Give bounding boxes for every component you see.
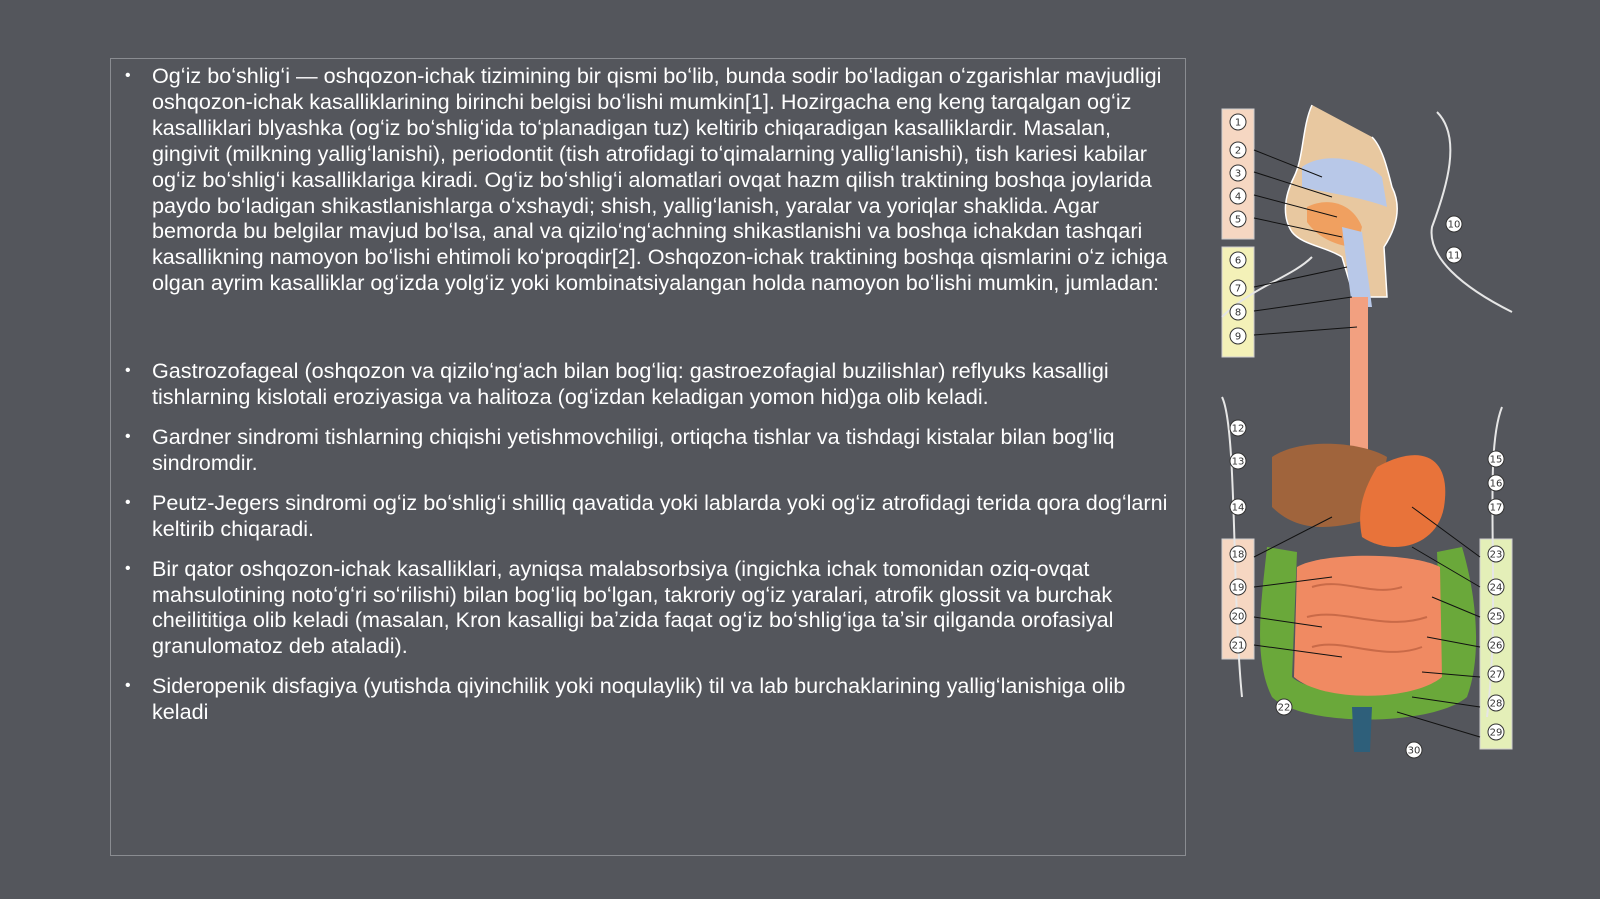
diagram-label: 18 — [1231, 549, 1245, 561]
paragraph-gerd: Gastrozofageal (oshqozon va qiziloʻngʻach bilan bogʻliq: gastroezofagial buzilishlar) reflyuks kasalligi tishlarning kislotali eroziyasiga va halitoza (ogʻizdan keladigan yomon hid)ga olib keladi. — [152, 358, 1109, 410]
diagram-marker-21 — [1230, 637, 1246, 653]
diagram-marker-23 — [1488, 546, 1504, 562]
diagram-marker-17 — [1488, 499, 1504, 515]
diagram-label: 26 — [1489, 640, 1503, 652]
diagram-label: 9 — [1234, 331, 1242, 343]
list-item — [111, 358, 1185, 410]
diagram-marker-11 — [1446, 247, 1462, 263]
diagram-label: 25 — [1489, 611, 1503, 623]
diagram-marker-28 — [1488, 695, 1504, 711]
diagram-label: 15 — [1489, 454, 1503, 466]
paragraph-sideropenic: Sideropenik disfagiya (yutishda qiyinchilik yoki noqulaylik) til va lab burchaklarining yalligʻlanishiga olib keladi — [152, 673, 1126, 725]
diagram-marker-2 — [1230, 142, 1246, 158]
diagram-marker-20 — [1230, 608, 1246, 624]
diagram-label: 6 — [1234, 255, 1242, 267]
diagram-label: 21 — [1231, 640, 1245, 652]
text-box — [110, 58, 1186, 856]
diagram-marker-1 — [1230, 114, 1246, 130]
list-item — [111, 424, 1185, 476]
diagram-label: 23 — [1489, 549, 1503, 561]
paragraph-gardner: Gardner sindromi tishlarning chiqishi yetishmovchiligi, ortiqcha tishlar va tishdagi kistalar bilan bogʻliq sindromdir. — [152, 423, 1115, 475]
diagram-marker-30 — [1406, 742, 1422, 758]
diagram-marker-26 — [1488, 637, 1504, 653]
diagram-marker-19 — [1230, 579, 1246, 595]
body-outline-right — [1432, 112, 1512, 312]
diagram-marker-9 — [1230, 328, 1246, 344]
bullet-icon: • — [125, 427, 131, 445]
diagram-marker-6 — [1230, 252, 1246, 268]
bullet-icon: • — [125, 677, 131, 695]
diagram-marker-15 — [1488, 451, 1504, 467]
diagram-label: 19 — [1231, 582, 1245, 594]
list-item — [111, 490, 1185, 542]
diagram-marker-3 — [1230, 165, 1246, 181]
diagram-marker-27 — [1488, 666, 1504, 682]
esophagus — [1350, 297, 1368, 457]
bullet-icon: • — [125, 362, 131, 380]
diagram-label: 12 — [1231, 423, 1245, 435]
diagram-label: 28 — [1489, 698, 1503, 710]
diagram-label: 16 — [1489, 478, 1503, 490]
bullet-icon: • — [125, 67, 131, 84]
digestive-system-diagram — [1212, 97, 1528, 789]
diagram-marker-18 — [1230, 546, 1246, 562]
diagram-label: 17 — [1489, 502, 1503, 514]
diagram-label: 22 — [1277, 702, 1291, 714]
diagram-marker-29 — [1488, 724, 1504, 740]
bullet-icon: • — [125, 559, 131, 577]
digestive-system-illustration — [1212, 97, 1528, 789]
bullet-list — [111, 59, 1185, 725]
diagram-label: 11 — [1447, 250, 1461, 262]
diagram-label: 1 — [1234, 117, 1242, 129]
paragraph-peutz-jeghers: Peutz-Jegers sindromi ogʻiz boʻshligʻi shilliq qavatida yoki lablarda yoki ogʻiz atrofidagi terida qora dogʻlarni keltirib chiqaradi. — [152, 489, 1168, 541]
diagram-label: 27 — [1489, 669, 1503, 681]
diagram-label: 24 — [1489, 582, 1503, 594]
diagram-label: 2 — [1234, 145, 1242, 157]
diagram-marker-4 — [1230, 188, 1246, 204]
diagram-label: 10 — [1447, 219, 1461, 231]
diagram-label: 29 — [1489, 727, 1503, 739]
diagram-marker-13 — [1230, 453, 1246, 469]
paragraph-intro: Ogʻiz boʻshligʻi — oshqozon-ichak tizimining bir qismi boʻlib, bunda sodir boʻladigan oʻzgarishlar mavjudligi oshqozon-ichak kasalliklarining birinchi belgisi boʻlishi mumkin[1]. Hozirgacha eng keng tarqalgan ogʻiz kasalliklari blyashka (ogʻiz boʻshligʻida toʻplanadigan tuz) keltirib chiqaradigan kasalliklardir. Masalan, gingivit (milkning yalligʻlanishi), periodontit (tish atrofidagi toʻqimalarning yalligʻlanishi), tish kariesi kabilar ogʻiz boʻshligʻi kasalliklariga kiradi. Ogʻiz boʻshligʻi alomatlari ovqat hazm qilish traktining boshqa joylarida paydo boʻladigan shikastlanishlarga oʻxshaydi; shish, yalligʻlanish, yaralar va yoriqlar shaklida. Agar bemorda bu belgilar mavjud boʻlsa, anal va qiziloʻngʻachning shikastlanishi va boshqa ichakdan tashqari kasallikning namoyon boʻlishi ehtimoli koʻproqdir[2]. Oshqozon-ichak traktining boshqa qismlarini oʻz ichiga olgan ayrim kasalliklar ogʻizda yolgʻiz yoki kombinatsiyalangan holda namoyon boʻlishi mumkin, jumladan: — [152, 63, 1168, 296]
diagram-label: 8 — [1234, 307, 1242, 319]
diagram-marker-10 — [1446, 216, 1462, 232]
list-item — [111, 556, 1185, 660]
rectum — [1352, 707, 1372, 752]
diagram-label: 5 — [1234, 214, 1242, 226]
diagram-marker-16 — [1488, 475, 1504, 491]
list-item — [111, 63, 1185, 296]
diagram-marker-7 — [1230, 280, 1246, 296]
diagram-marker-24 — [1488, 579, 1504, 595]
diagram-label: 30 — [1407, 745, 1421, 757]
diagram-label: 7 — [1234, 283, 1242, 295]
diagram-label: 4 — [1234, 191, 1242, 203]
diagram-marker-25 — [1488, 608, 1504, 624]
diagram-marker-5 — [1230, 211, 1246, 227]
diagram-label: 13 — [1231, 456, 1245, 468]
diagram-marker-12 — [1230, 420, 1246, 436]
diagram-marker-22 — [1276, 699, 1292, 715]
diagram-label: 20 — [1231, 611, 1245, 623]
list-item — [111, 673, 1185, 725]
bullet-icon: • — [125, 493, 131, 511]
diagram-label: 3 — [1234, 168, 1242, 180]
paragraph-malabsorption: Bir qator oshqozon-ichak kasalliklari, ayniqsa malabsorbsiya (ingichka ichak tomonidan oziq-ovqat mahsulotining notoʻgʻri soʻrilishi) bilan bogʻliq boʻlgan, takroriy ogʻiz yaralari, atrofik glossit va burchak cheilititiga olib keladi (masalan, Kron kasalligi baʼzida faqat ogʻiz boʻshligʻiga taʼsir qilganda orofasiyal granulomatoz deb ataladi). — [152, 555, 1114, 659]
diagram-marker-14 — [1230, 499, 1246, 515]
diagram-label: 14 — [1231, 502, 1245, 514]
diagram-marker-8 — [1230, 304, 1246, 320]
